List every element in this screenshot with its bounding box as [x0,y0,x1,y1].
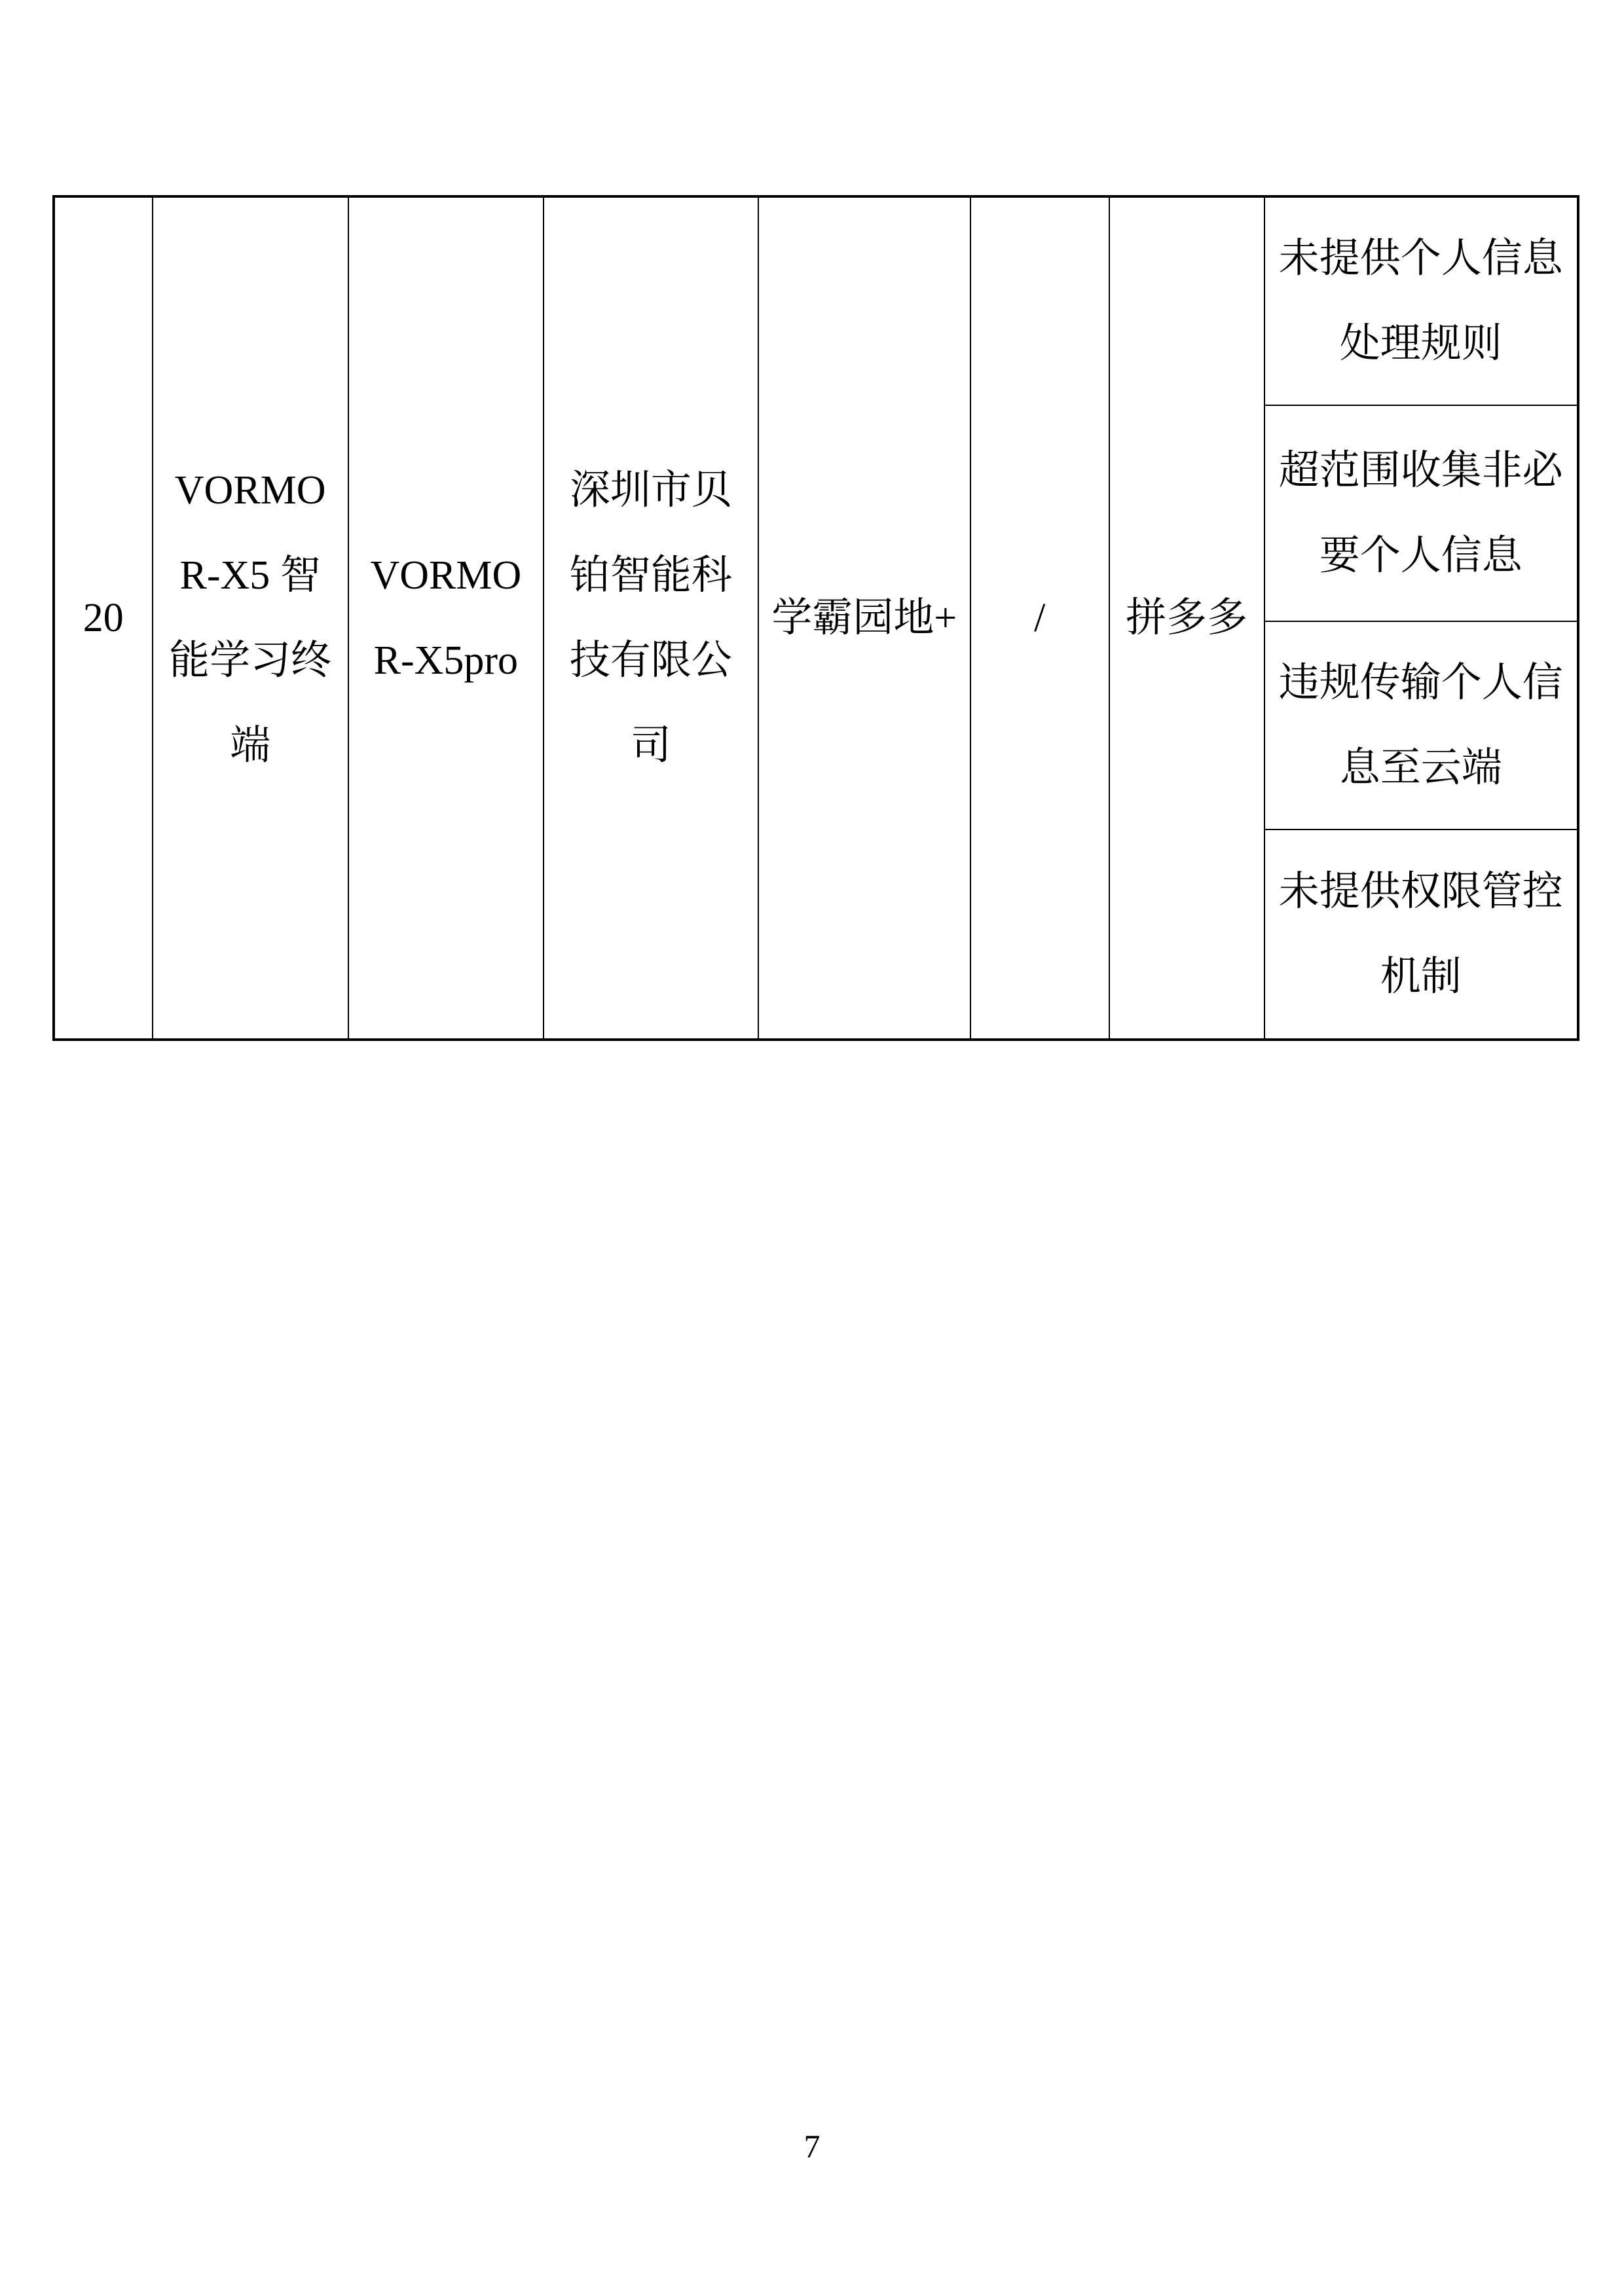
cell-app-version [971,198,1110,1038]
manufacturer-line: 司 [630,723,671,768]
issue-line: 未提供权限管控 [1278,869,1563,914]
manufacturer-line: 深圳市贝 [569,468,732,513]
issue-item [1265,622,1577,830]
manufacturer-line: 铂智能科 [569,553,732,598]
issue-line: 息至云端 [1339,745,1502,790]
issue-line: 违规传输个人信 [1278,660,1563,705]
serial-number-value: 20 [83,596,124,640]
source-value: 拼多多 [1126,596,1248,640]
issue-line: 要个人信息 [1319,533,1522,578]
issue-line: 机制 [1380,954,1462,999]
model-line: R-X5pro [373,638,519,683]
app-version-value: / [1034,596,1046,640]
cell-app-name [759,198,971,1038]
product-name-line: 端 [230,723,271,768]
manufacturer-line: 技有限公 [569,638,732,683]
cell-issues [1265,198,1577,1038]
issue-line: 处理规则 [1339,321,1502,366]
app-name-value: 学霸园地+ [771,596,957,640]
cell-model [349,198,544,1038]
issue-item [1265,406,1577,622]
cell-product-name [153,198,349,1038]
product-name-line: VORMO [174,468,326,513]
violation-table [52,195,1579,1041]
issue-item [1265,830,1577,1039]
issue-line: 未提供个人信息 [1278,236,1563,281]
cell-manufacturer [544,198,759,1038]
issue-item [1265,198,1577,406]
cell-source [1110,198,1265,1038]
cell-serial-number [55,198,153,1038]
product-name-line: 能学习终 [169,638,332,683]
issues-list [1265,198,1577,1038]
product-name-line: R-X5 智 [179,553,321,598]
issue-line: 超范围收集非必 [1278,448,1563,493]
page-number: 7 [803,2128,821,2164]
model-line: VORMO [370,553,522,598]
